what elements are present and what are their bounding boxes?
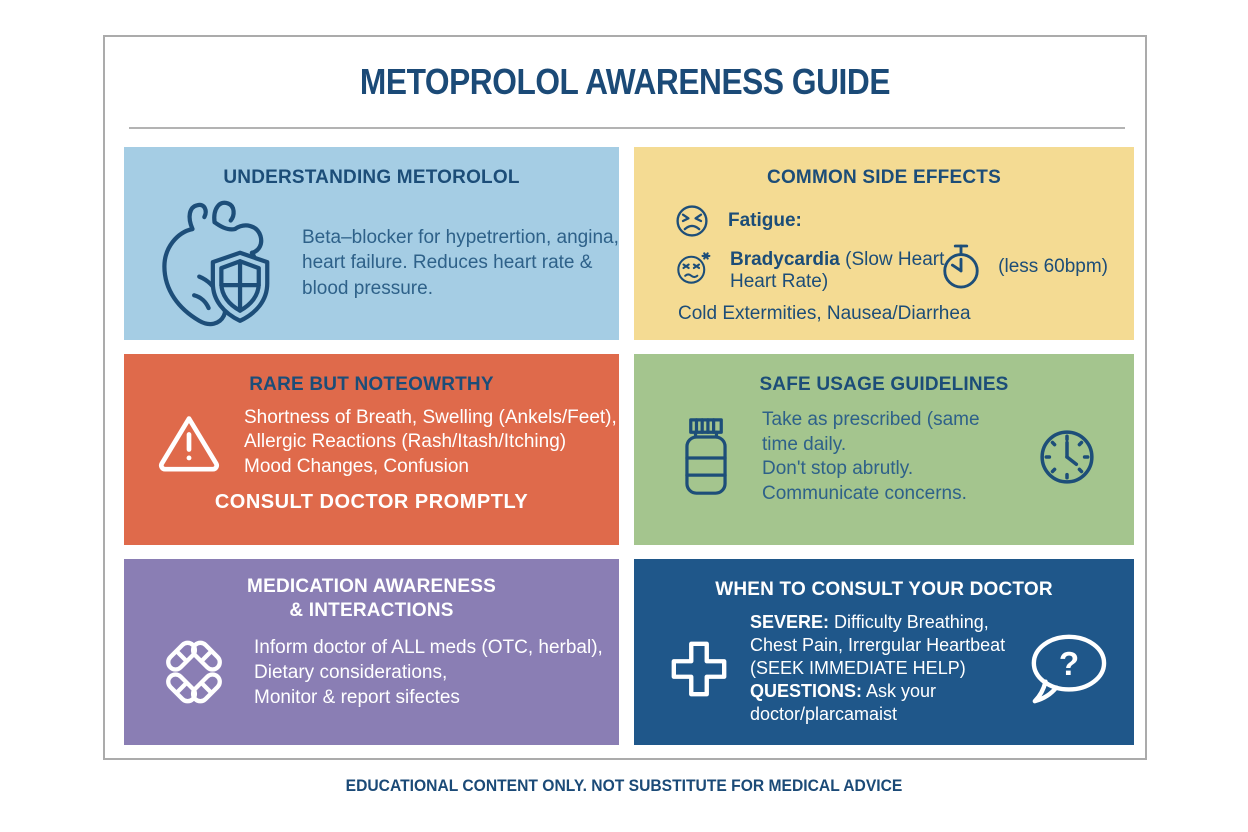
panel-interactions-title (124, 559, 619, 623)
interactions-title-line1: MEDICATION AWARENESS (247, 576, 496, 597)
consult-doctor-cta: CONSULT DOCTOR PROMPTLY (214, 490, 529, 513)
interactions-title-line2: & INTERACTIONS (289, 599, 454, 621)
consult-line-3: (SEEK IMMEDIATE HELP) (750, 658, 966, 679)
cold-extremities-line: Cold Extermities, Nausea/Diarrhea (678, 303, 971, 324)
interactions-line-3: Monitor & report sifectes (254, 686, 460, 708)
questions-label: QUESTIONS: (750, 681, 863, 702)
panel-consult-doctor (634, 559, 1134, 745)
consult-line-4 (750, 680, 1010, 726)
stopwatch-icon (940, 243, 982, 291)
panel-interactions-body (254, 635, 603, 710)
severe-rest: Difficulty Breathing, (829, 612, 989, 632)
svg-text:?: ? (1058, 645, 1080, 683)
interlocking-pills-icon (158, 636, 230, 708)
rare-line-2: Allergic Reactions (Rash/Itash/Itching) (244, 431, 567, 453)
page-title: METOPROLOL AWARENESS GUIDE (359, 61, 891, 102)
bpm-note: (less 60bpm) (998, 256, 1108, 277)
footer-disclaimer: EDUCATIONAL CONTENT ONLY. NOT SUBSTITUTE FOR MEDICAL ADVICE (345, 776, 903, 795)
medical-cross-icon (668, 638, 730, 700)
bradycardia-rest: (Slow Heart (839, 249, 945, 270)
severe-label: SEVERE: (750, 612, 830, 632)
rare-line-1: Shortness of Breath, Swelling (Ankels/Feet), (244, 407, 617, 428)
warning-triangle-icon (156, 412, 222, 472)
panel-side-effects-title: COMMON SIDE EFFECTS (767, 167, 1001, 188)
bradycardia-line2: Heart Rate) (730, 271, 829, 292)
consult-line-1 (750, 611, 1010, 634)
panel-safe-usage-body (762, 408, 1012, 507)
interactions-line-2: Dietary considerations, (254, 661, 448, 683)
bradycardia-text (730, 249, 944, 293)
panel-rare-effects (124, 354, 619, 545)
safe-line-2: Don't stop abrutly. (762, 458, 914, 480)
fatigue-label: Fatigue: (728, 210, 802, 231)
panel-understanding-body: Beta–blocker for hypetrertion, angina, heart failure. Reduces heart rate & blood pressure. (302, 227, 619, 299)
heart-shield-icon (148, 195, 276, 331)
rare-line-3: Mood Changes, Confusion (244, 455, 469, 477)
title-divider (129, 127, 1125, 129)
question-bubble-icon (1024, 630, 1110, 708)
panel-rare-title: RARE BUT NOTEOWRTHY (249, 374, 494, 395)
panel-interactions (124, 559, 619, 745)
panel-rare-body (244, 406, 617, 479)
questions-rest: Ask your doctor/plarcamaist (750, 681, 937, 725)
clock-icon (1038, 428, 1096, 486)
panel-safe-usage-title: SAFE USAGE GUIDELINES (759, 374, 1009, 395)
panel-consult-body (750, 611, 1010, 726)
panel-consult-title: WHEN TO CONSULT YOUR DOCTOR (715, 579, 1053, 600)
panel-understanding (124, 147, 619, 340)
poster-frame (103, 35, 1147, 760)
pill-bottle-icon (682, 417, 730, 497)
safe-line-1: Take as prescribed (same time daily. (762, 409, 980, 455)
panel-side-effects (634, 147, 1134, 340)
consult-line-2: Chest Pain, Irrergular Heartbeat (750, 635, 1006, 656)
panel-understanding-title: UNDERSTANDING METOROLOL (223, 167, 520, 188)
tired-face-icon (674, 203, 710, 239)
interactions-line-1: Inform doctor of ALL meds (OTC, herbal), (254, 636, 603, 658)
dizzy-face-icon (674, 249, 712, 287)
safe-line-3: Communicate concerns. (762, 483, 967, 505)
bradycardia-bold: Bradycardia (730, 249, 840, 270)
panel-safe-usage (634, 354, 1134, 545)
